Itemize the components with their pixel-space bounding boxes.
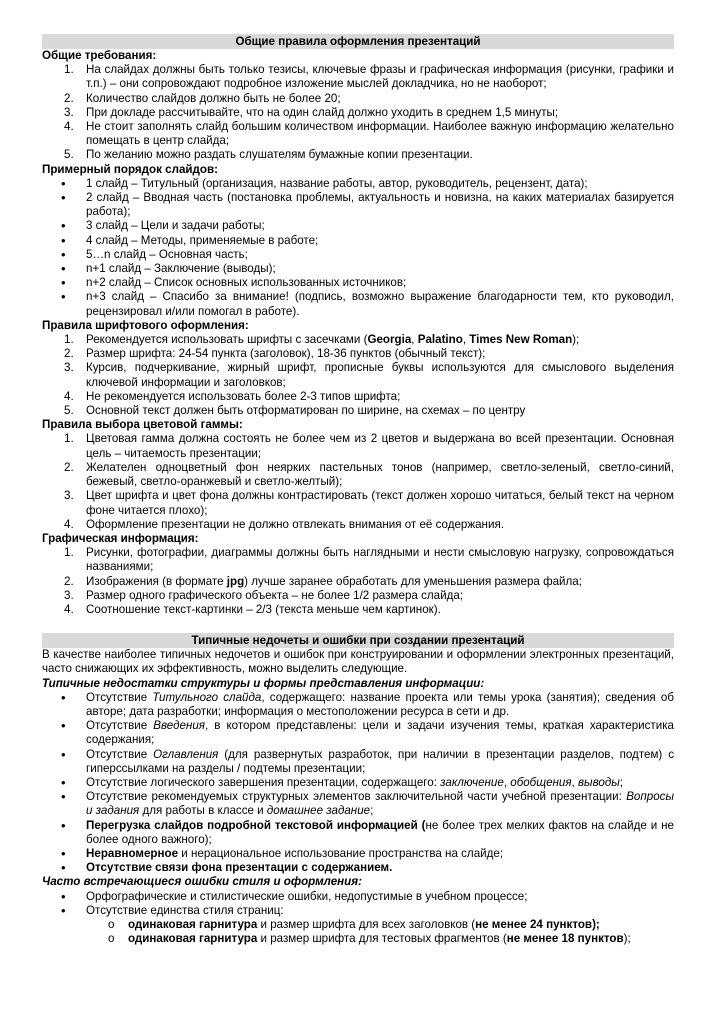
list-item: 2. Изображения (в формате jpg) лучше заранее обработать для уменьшения размера файла; [64,574,582,588]
section-title-general-rules: Общие правила оформления презентаций [42,34,674,49]
list-font-rules [42,333,674,418]
list-item: • Отсутствие связи фона презентации с содержанием. [61,860,393,876]
list-item: • n+2 слайд – Список основных использованных источников; [61,275,407,291]
list-item: • Орфографические и стилистические ошибки, недопустимые в учебном процессе; [61,888,528,904]
list-slide-order [42,177,674,319]
list-item: • Отсутствие Оглавления (для развернутых разработок, при наличии в презентации разделов, подтем) с гиперссылками на разделы / подтемы презентации; [61,746,674,775]
list-item: 1. Рисунки, фотографии, диаграммы должны быть наглядными и нести смысловую нагрузку, сопровождаться названиями; [64,546,674,574]
heading-general-requirements: Общие требования: [42,49,157,62]
list-item: 4. Соотношение текст-картинки – 2/3 (текста меньше чем картинок). [64,602,441,616]
list-item: 2. Размер шрифта: 24-54 пункта (заголовок), 18-36 пунктов (обычный текст); [64,347,486,361]
list-item: • Отсутствие единства стиля страниц: [61,902,284,918]
list-item: 3. При докладе рассчитывайте, что на один слайд должно уходить в среднем 1,5 минуты; [64,105,559,119]
list-item: • 4 слайд – Методы, применяемые в работе; [61,232,319,248]
list-item: • 1 слайд – Титульный (организация, название работы, автор, руководитель, рецензент, дата); [61,175,588,191]
heading-style-errors: Часто встречающиеся ошибки стиля и оформления: [42,875,362,889]
list-item: o одинаковая гарнитура и размер шрифта для всех заголовков (не менее 24 пунктов); [108,917,600,931]
list-graphics [42,546,674,617]
heading-graphics: Графическая информация: [42,531,199,545]
list-item: • 3 слайд – Цели и задачи работы; [61,218,265,234]
list-item: • n+1 слайд – Заключение (выводы); [61,261,276,277]
list-item: 1. Цветовая гамма должна состоять не более чем из 2 цветов и выдержана во всей презентации. Основная цель – читаемость презентации; [64,432,674,460]
list-item: • Неравномерное и нерациональное использование пространства на слайде; [61,845,504,861]
list-structure-flaws [42,691,674,876]
list-item: 1. Рекомендуется использовать шрифты с засечками (Georgia, Palatino, Times New Roman); [64,333,580,347]
list-item: 4. Оформление презентации не должно отвлекать внимания от её содержания. [64,517,504,531]
list-item: 3. Курсив, подчеркивание, жирный шрифт, прописные буквы используются для смыслового выделения ключевой информации и заголовков; [64,361,674,389]
list-style-errors [42,890,674,918]
list-item: 3. Цвет шрифта и цвет фона должны контрастировать (текст должен хорошо читаться, белый текст на черном фоне читается плохо); [64,489,674,517]
list-item: • 5…n слайд – Основная часть; [61,246,248,262]
list-item: 5. По желанию можно раздать слушателям бумажные копии презентации. [64,148,473,162]
list-item: 2. Количество слайдов должно быть не более 20; [64,91,341,105]
heading-slide-order: Примерный порядок слайдов: [42,162,218,176]
section-spacer [42,617,674,633]
list-item: 5. Основной текст должен быть отформатирован по ширине, на схемах – по центру [64,404,526,418]
heading-color-rules: Правила выбора цветовой гаммы: [42,418,243,432]
list-item: • Отсутствие Титульного слайда, содержащего: название проекта или темы урока (занятия); сведения об авторе; дата разработки; информация о местоположении ресурса в сети и др. [61,689,674,718]
list-item: 4. Не рекомендуется использовать более 2-3 типов шрифта; [64,389,401,403]
list-item: • n+3 слайд – Спасибо за внимание! (подпись, возможно выражение благодарности тем, кто руководил, рецензировал и/или помогал в работе). [61,289,674,318]
list-item: • Отсутствие Введения, в котором представлены: цели и задачи изучения темы, краткая характеристика содержания; [61,718,674,747]
list-item: 2. Желателен одноцветный фон неярких пастельных тонов (например, светло-зеленый, светло-синий, бежевый, светло-оранжевый и светло-желтый); [64,460,674,489]
sublist-style-unity [42,918,674,946]
intro-paragraph: В качестве наиболее типичных недочетов и ошибок при конструировании и оформлении электронных презентаций, часто снижающих их эффективность, можно выделить следующие. [42,648,674,676]
list-item: 1. На слайдах должны быть только тезисы, ключевые фразы и графическая информация (рисунки, графики и т.п.) – они сопровождают подробное изложение мыслей докладчика, но не наоборот; [64,63,674,91]
list-item: • Отсутствие рекомендуемых структурных элементов заключительной части учебной презентации: Вопросы и задания для работы в классе и домашнее задание; [61,789,674,818]
heading-font-rules: Правила шрифтового оформления: [42,318,249,332]
list-item: 4. Не стоит заполнять слайд большим количеством информации. Наиболее важную информацию желательно помещать в центр слайда; [64,120,674,148]
list-item: • Перегрузка слайдов подробной текстовой информацией (не более трех мелких фактов на слайде и не более одного важного); [61,817,674,846]
list-color-rules [42,432,674,531]
document-page [42,34,674,946]
section-title-typical-errors: Типичные недочеты и ошибки при создании презентаций [42,633,674,648]
list-item: • 2 слайд – Вводная часть (постановка проблемы, актуальность и новизна, на каких материалах базируется работа); [61,190,674,219]
heading-structure-flaws: Типичные недостатки структуры и формы представления информации: [42,676,485,690]
list-general-requirements [42,63,674,162]
list-item: 3. Размер одного графического объекта – не более 1/2 размера слайда; [64,588,464,602]
list-item: o одинаковая гарнитура и размер шрифта для тестовых фрагментов (не менее 18 пунктов); [108,932,631,946]
list-item: • Отсутствие логического завершения презентации, содержащего: заключение, обобщения, выводы; [61,774,624,790]
